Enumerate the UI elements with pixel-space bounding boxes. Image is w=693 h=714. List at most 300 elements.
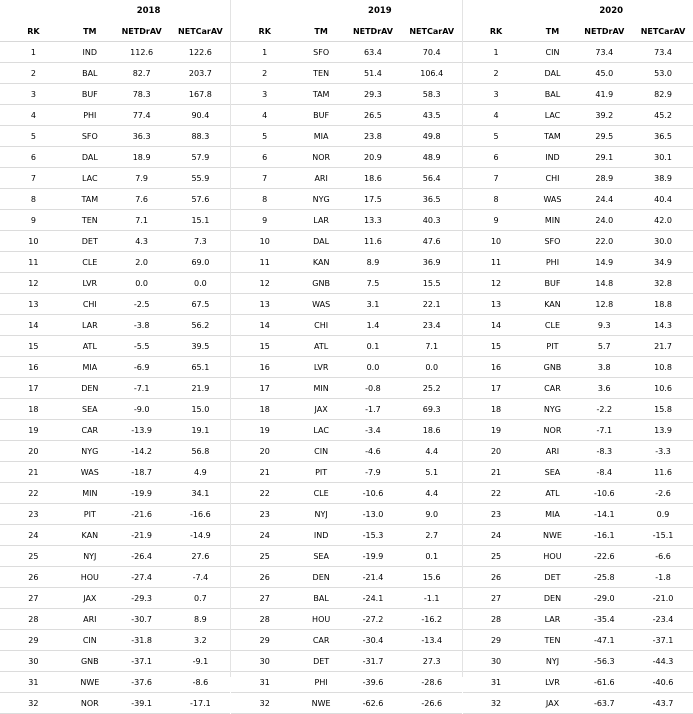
rank-cell: 20 xyxy=(0,441,67,462)
team-cell: NYG xyxy=(529,399,575,420)
netdrav-cell: -7.1 xyxy=(113,378,171,399)
rank-cell: 7 xyxy=(231,168,298,189)
table-row xyxy=(231,462,461,483)
rank-cell: 13 xyxy=(463,294,530,315)
team-cell: KAN xyxy=(67,525,113,546)
netdrav-cell: -39.1 xyxy=(113,693,171,714)
team-cell: BUF xyxy=(529,273,575,294)
table-row xyxy=(0,168,230,189)
rank-cell: 13 xyxy=(231,294,298,315)
team-cell: LAC xyxy=(67,168,113,189)
team-cell: SFO xyxy=(529,231,575,252)
netcarav-cell: 30.1 xyxy=(633,147,693,168)
table-row xyxy=(0,462,230,483)
table-row xyxy=(463,378,693,399)
table-row xyxy=(0,399,230,420)
table-row xyxy=(231,147,461,168)
rank-cell: 4 xyxy=(231,105,298,126)
table-row xyxy=(0,441,230,462)
netdrav-cell: 26.5 xyxy=(344,105,402,126)
table-row xyxy=(231,357,461,378)
netcarav-cell: 32.8 xyxy=(633,273,693,294)
rank-cell: 12 xyxy=(231,273,298,294)
netcarav-cell: -9.1 xyxy=(170,651,230,672)
netcarav-cell: 9.0 xyxy=(402,504,462,525)
netcarav-cell: 73.4 xyxy=(633,42,693,63)
rank-cell: 24 xyxy=(463,525,530,546)
rank-cell: 23 xyxy=(0,504,67,525)
team-cell: JAX xyxy=(67,588,113,609)
table-row xyxy=(463,546,693,567)
team-cell: LVR xyxy=(529,672,575,693)
netcarav-cell: 7.3 xyxy=(170,231,230,252)
netcarav-cell: -3.3 xyxy=(633,441,693,462)
col-header-netcarav: NETCarAV xyxy=(170,21,230,42)
netcarav-cell: -8.6 xyxy=(170,672,230,693)
team-cell: MIA xyxy=(529,504,575,525)
rank-cell: 31 xyxy=(463,672,530,693)
netdrav-cell: -10.6 xyxy=(576,483,634,504)
rank-cell: 30 xyxy=(0,651,67,672)
netdrav-cell: 29.5 xyxy=(576,126,634,147)
rank-cell: 23 xyxy=(463,504,530,525)
table-row xyxy=(463,84,693,105)
team-cell: PIT xyxy=(298,462,344,483)
col-header-rank: RK xyxy=(463,21,530,42)
netdrav-cell: 0.1 xyxy=(344,336,402,357)
rank-cell: 2 xyxy=(231,63,298,84)
rank-cell: 13 xyxy=(0,294,67,315)
netdrav-cell: 0.0 xyxy=(344,357,402,378)
table-row xyxy=(463,672,693,693)
rank-cell: 1 xyxy=(231,42,298,63)
netcarav-cell: 10.8 xyxy=(633,357,693,378)
table-row xyxy=(463,210,693,231)
rank-cell: 22 xyxy=(463,483,530,504)
netcarav-cell: 21.7 xyxy=(633,336,693,357)
rankings-table xyxy=(231,0,461,714)
netcarav-cell: 0.0 xyxy=(402,357,462,378)
rank-cell: 16 xyxy=(231,357,298,378)
netcarav-cell: 40.4 xyxy=(633,189,693,210)
netdrav-cell: 5.7 xyxy=(576,336,634,357)
netcarav-cell: 34.9 xyxy=(633,252,693,273)
rank-cell: 14 xyxy=(231,315,298,336)
team-cell: CHI xyxy=(298,315,344,336)
netcarav-cell: -44.3 xyxy=(633,651,693,672)
netcarav-cell: 45.2 xyxy=(633,105,693,126)
rank-cell: 2 xyxy=(0,63,67,84)
netcarav-cell: 90.4 xyxy=(170,105,230,126)
netcarav-cell: 39.5 xyxy=(170,336,230,357)
netcarav-cell: -23.4 xyxy=(633,609,693,630)
table-row xyxy=(231,567,461,588)
table-row xyxy=(0,189,230,210)
netcarav-cell: -21.0 xyxy=(633,588,693,609)
team-cell: WAS xyxy=(529,189,575,210)
table-row xyxy=(231,189,461,210)
table-row xyxy=(463,336,693,357)
rank-cell: 22 xyxy=(231,483,298,504)
team-cell: GNB xyxy=(529,357,575,378)
netcarav-cell: 65.1 xyxy=(170,357,230,378)
team-cell: NYG xyxy=(298,189,344,210)
rank-cell: 16 xyxy=(0,357,67,378)
rank-cell: 7 xyxy=(463,168,530,189)
netcarav-cell: 69.0 xyxy=(170,252,230,273)
netcarav-cell: 5.1 xyxy=(402,462,462,483)
team-cell: ATL xyxy=(298,336,344,357)
table-row xyxy=(463,462,693,483)
team-cell: HOU xyxy=(67,567,113,588)
netdrav-cell: -27.4 xyxy=(113,567,171,588)
table-row xyxy=(231,399,461,420)
netcarav-cell: 15.1 xyxy=(170,210,230,231)
rank-cell: 21 xyxy=(0,462,67,483)
netcarav-cell: 88.3 xyxy=(170,126,230,147)
table-row xyxy=(0,420,230,441)
table-row xyxy=(463,609,693,630)
table-row xyxy=(463,399,693,420)
netdrav-cell: -0.8 xyxy=(344,378,402,399)
netdrav-cell: -56.3 xyxy=(576,651,634,672)
table-row xyxy=(0,357,230,378)
team-cell: CIN xyxy=(298,441,344,462)
team-cell: NYJ xyxy=(67,546,113,567)
team-cell: CIN xyxy=(67,630,113,651)
table-row xyxy=(0,630,230,651)
team-cell: MIA xyxy=(298,126,344,147)
netdrav-cell: -13.0 xyxy=(344,504,402,525)
col-header-netdrav: NETDrAV xyxy=(344,21,402,42)
rank-cell: 25 xyxy=(0,546,67,567)
netcarav-cell: -40.6 xyxy=(633,672,693,693)
table-row xyxy=(463,126,693,147)
rank-cell: 3 xyxy=(0,84,67,105)
team-cell: DEN xyxy=(529,588,575,609)
netdrav-cell: -37.1 xyxy=(113,651,171,672)
netcarav-cell: 8.9 xyxy=(170,609,230,630)
netcarav-cell: 58.3 xyxy=(402,84,462,105)
rank-cell: 5 xyxy=(463,126,530,147)
team-cell: DET xyxy=(298,651,344,672)
netdrav-cell: -21.4 xyxy=(344,567,402,588)
table-row xyxy=(231,588,461,609)
netdrav-cell: -14.2 xyxy=(113,441,171,462)
col-header-netdrav: NETDrAV xyxy=(113,21,171,42)
netcarav-cell: 23.4 xyxy=(402,315,462,336)
table-row xyxy=(231,336,461,357)
rank-cell: 31 xyxy=(231,672,298,693)
team-cell: MIN xyxy=(529,210,575,231)
netcarav-cell: 57.6 xyxy=(170,189,230,210)
netcarav-cell: 36.5 xyxy=(633,126,693,147)
rank-cell: 17 xyxy=(0,378,67,399)
rank-cell: 7 xyxy=(0,168,67,189)
team-cell: SEA xyxy=(529,462,575,483)
netdrav-cell: -22.6 xyxy=(576,546,634,567)
team-cell: JAX xyxy=(298,399,344,420)
rank-cell: 26 xyxy=(463,567,530,588)
table-row xyxy=(231,441,461,462)
team-cell: CLE xyxy=(67,252,113,273)
team-cell: ATL xyxy=(67,336,113,357)
year-table-block xyxy=(463,0,693,708)
netcarav-cell: 0.1 xyxy=(402,546,462,567)
rank-cell: 27 xyxy=(463,588,530,609)
netdrav-cell: -61.6 xyxy=(576,672,634,693)
table-row xyxy=(0,651,230,672)
team-cell: DET xyxy=(67,231,113,252)
rank-cell: 4 xyxy=(0,105,67,126)
netdrav-cell: 29.1 xyxy=(576,147,634,168)
team-cell: ARI xyxy=(529,441,575,462)
rank-cell: 19 xyxy=(0,420,67,441)
year-heading: 2018 xyxy=(136,5,161,16)
netdrav-cell: -5.5 xyxy=(113,336,171,357)
netdrav-cell: -30.7 xyxy=(113,609,171,630)
netdrav-cell: 0.0 xyxy=(113,273,171,294)
table-row xyxy=(231,273,461,294)
table-row xyxy=(463,651,693,672)
team-cell: BUF xyxy=(67,84,113,105)
netdrav-cell: 4.3 xyxy=(113,231,171,252)
rank-cell: 8 xyxy=(463,189,530,210)
netdrav-cell: 17.5 xyxy=(344,189,402,210)
netcarav-cell: -15.1 xyxy=(633,525,693,546)
rank-cell: 23 xyxy=(231,504,298,525)
netdrav-cell: 8.9 xyxy=(344,252,402,273)
rank-cell: 26 xyxy=(231,567,298,588)
team-cell: BUF xyxy=(298,105,344,126)
rank-cell: 12 xyxy=(0,273,67,294)
team-cell: DEN xyxy=(298,567,344,588)
team-cell: CHI xyxy=(529,168,575,189)
col-header-netcarav: NETCarAV xyxy=(402,21,462,42)
netcarav-cell: 18.6 xyxy=(402,420,462,441)
table-row xyxy=(231,126,461,147)
table-row xyxy=(0,483,230,504)
rank-cell: 18 xyxy=(0,399,67,420)
rank-cell: 10 xyxy=(463,231,530,252)
netcarav-cell: 15.0 xyxy=(170,399,230,420)
team-cell: LAR xyxy=(67,315,113,336)
team-cell: CAR xyxy=(298,630,344,651)
netcarav-cell: 55.9 xyxy=(170,168,230,189)
netdrav-cell: 39.2 xyxy=(576,105,634,126)
rank-cell: 25 xyxy=(463,546,530,567)
netdrav-cell: 18.9 xyxy=(113,147,171,168)
team-cell: NWE xyxy=(298,693,344,714)
netcarav-cell: 47.6 xyxy=(402,231,462,252)
table-row xyxy=(231,483,461,504)
team-cell: IND xyxy=(529,147,575,168)
rank-cell: 31 xyxy=(0,672,67,693)
netcarav-cell: 15.5 xyxy=(402,273,462,294)
year-heading: 2020 xyxy=(599,5,624,16)
table-row xyxy=(231,294,461,315)
rank-cell: 5 xyxy=(0,126,67,147)
table-row xyxy=(231,105,461,126)
netdrav-cell: -31.8 xyxy=(113,630,171,651)
rank-cell: 28 xyxy=(231,609,298,630)
team-cell: WAS xyxy=(67,462,113,483)
table-row xyxy=(463,168,693,189)
team-cell: LVR xyxy=(67,273,113,294)
rank-cell: 15 xyxy=(0,336,67,357)
netcarav-cell: 167.8 xyxy=(170,84,230,105)
team-cell: ATL xyxy=(529,483,575,504)
team-cell: NOR xyxy=(298,147,344,168)
team-cell: KAN xyxy=(529,294,575,315)
netcarav-cell: -28.6 xyxy=(402,672,462,693)
netcarav-cell: 0.7 xyxy=(170,588,230,609)
netcarav-cell: -2.6 xyxy=(633,483,693,504)
team-cell: JAX xyxy=(529,693,575,714)
netcarav-cell: 42.0 xyxy=(633,210,693,231)
rank-cell: 27 xyxy=(231,588,298,609)
rank-cell: 14 xyxy=(0,315,67,336)
table-row xyxy=(0,273,230,294)
netcarav-cell: -17.1 xyxy=(170,693,230,714)
team-cell: LAR xyxy=(529,609,575,630)
netdrav-cell: 2.0 xyxy=(113,252,171,273)
rank-cell: 32 xyxy=(231,693,298,714)
netdrav-cell: -2.5 xyxy=(113,294,171,315)
rank-cell: 6 xyxy=(0,147,67,168)
team-cell: HOU xyxy=(529,546,575,567)
team-cell: TAM xyxy=(67,189,113,210)
netdrav-cell: 14.8 xyxy=(576,273,634,294)
netcarav-cell: 53.0 xyxy=(633,63,693,84)
team-cell: WAS xyxy=(298,294,344,315)
team-cell: IND xyxy=(298,525,344,546)
table-row xyxy=(463,357,693,378)
table-row xyxy=(0,105,230,126)
netdrav-cell: -24.1 xyxy=(344,588,402,609)
netdrav-cell: 3.6 xyxy=(576,378,634,399)
netcarav-cell: 22.1 xyxy=(402,294,462,315)
table-row xyxy=(463,252,693,273)
netcarav-cell: 18.8 xyxy=(633,294,693,315)
table-row xyxy=(231,672,461,693)
team-cell: LAC xyxy=(298,420,344,441)
table-row xyxy=(463,567,693,588)
netdrav-cell: 7.6 xyxy=(113,189,171,210)
table-row xyxy=(231,84,461,105)
netcarav-cell: 203.7 xyxy=(170,63,230,84)
table-row xyxy=(231,693,461,714)
team-cell: CLE xyxy=(529,315,575,336)
rank-cell: 18 xyxy=(231,399,298,420)
netdrav-cell: -10.6 xyxy=(344,483,402,504)
netdrav-cell: -27.2 xyxy=(344,609,402,630)
netdrav-cell: -3.8 xyxy=(113,315,171,336)
table-row xyxy=(231,63,461,84)
team-cell: TAM xyxy=(529,126,575,147)
col-header-team: TM xyxy=(298,21,344,42)
netcarav-cell: 69.3 xyxy=(402,399,462,420)
netdrav-cell: 24.4 xyxy=(576,189,634,210)
netdrav-cell: -4.6 xyxy=(344,441,402,462)
table-row xyxy=(463,42,693,63)
col-header-rank: RK xyxy=(231,21,298,42)
team-cell: LAR xyxy=(298,210,344,231)
team-cell: TAM xyxy=(298,84,344,105)
rank-cell: 17 xyxy=(463,378,530,399)
netdrav-cell: -15.3 xyxy=(344,525,402,546)
netdrav-cell: 22.0 xyxy=(576,231,634,252)
rank-cell: 1 xyxy=(0,42,67,63)
netdrav-cell: 73.4 xyxy=(576,42,634,63)
team-cell: LAC xyxy=(529,105,575,126)
rank-cell: 21 xyxy=(231,462,298,483)
table-row xyxy=(231,609,461,630)
netdrav-cell: 51.4 xyxy=(344,63,402,84)
rank-cell: 3 xyxy=(231,84,298,105)
rankings-table xyxy=(463,0,693,714)
year-table-block xyxy=(231,0,462,708)
team-cell: ARI xyxy=(67,609,113,630)
netcarav-cell: 11.6 xyxy=(633,462,693,483)
rank-cell: 11 xyxy=(0,252,67,273)
team-cell: NWE xyxy=(67,672,113,693)
rank-cell: 9 xyxy=(231,210,298,231)
netdrav-cell: 18.6 xyxy=(344,168,402,189)
team-cell: CIN xyxy=(529,42,575,63)
table-row xyxy=(231,420,461,441)
team-cell: MIN xyxy=(67,483,113,504)
table-row xyxy=(0,84,230,105)
netdrav-cell: -2.2 xyxy=(576,399,634,420)
netdrav-cell: 13.3 xyxy=(344,210,402,231)
team-cell: NWE xyxy=(529,525,575,546)
table-row xyxy=(0,567,230,588)
netcarav-cell: 4.4 xyxy=(402,483,462,504)
netcarav-cell: 70.4 xyxy=(402,42,462,63)
netcarav-cell: 56.4 xyxy=(402,168,462,189)
netcarav-cell: 4.4 xyxy=(402,441,462,462)
netdrav-cell: 12.8 xyxy=(576,294,634,315)
table-row xyxy=(0,378,230,399)
col-header-team: TM xyxy=(529,21,575,42)
netcarav-cell: -1.8 xyxy=(633,567,693,588)
rank-cell: 18 xyxy=(463,399,530,420)
year-spacer xyxy=(0,0,67,21)
netdrav-cell: 29.3 xyxy=(344,84,402,105)
team-cell: DEN xyxy=(67,378,113,399)
team-cell: DAL xyxy=(298,231,344,252)
table-row xyxy=(463,588,693,609)
col-header-team: TM xyxy=(67,21,113,42)
netdrav-cell: -1.7 xyxy=(344,399,402,420)
table-row xyxy=(0,147,230,168)
table-row xyxy=(0,231,230,252)
netdrav-cell: -19.9 xyxy=(113,483,171,504)
netdrav-cell: 1.4 xyxy=(344,315,402,336)
netdrav-cell: 3.8 xyxy=(576,357,634,378)
team-cell: SFO xyxy=(298,42,344,63)
team-cell: CAR xyxy=(67,420,113,441)
team-cell: HOU xyxy=(298,609,344,630)
table-row xyxy=(0,546,230,567)
netcarav-cell: 36.9 xyxy=(402,252,462,273)
team-cell: GNB xyxy=(298,273,344,294)
netcarav-cell: 56.2 xyxy=(170,315,230,336)
rank-cell: 16 xyxy=(463,357,530,378)
netcarav-cell: -7.4 xyxy=(170,567,230,588)
netcarav-cell: -6.6 xyxy=(633,546,693,567)
